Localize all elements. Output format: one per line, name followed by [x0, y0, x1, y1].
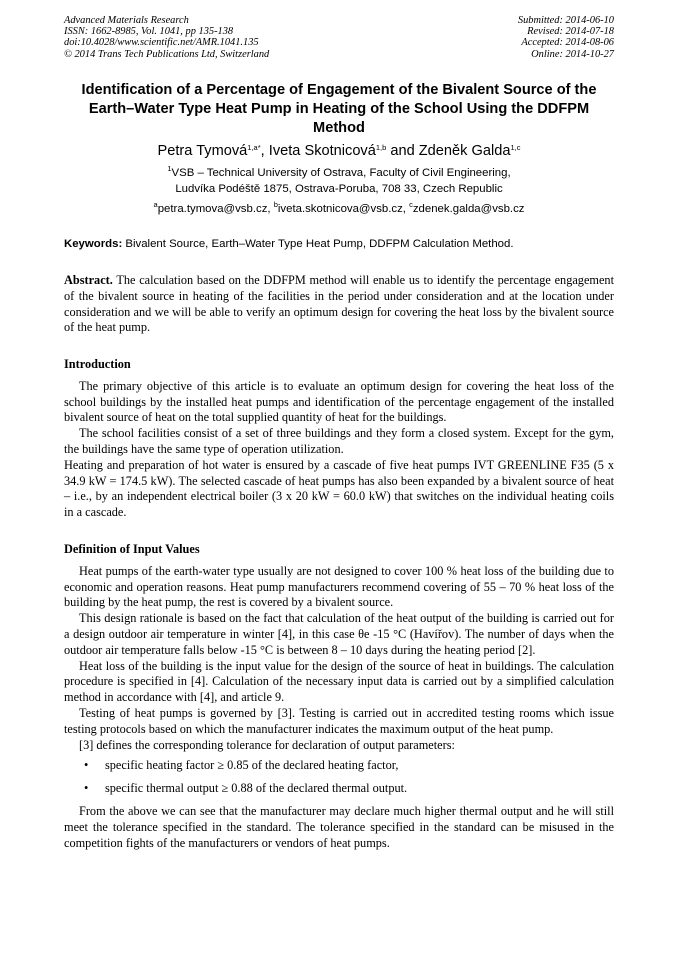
bullet-icon: • — [84, 781, 89, 796]
affiliation-line-1: VSB – Technical University of Ostrava, Faculty of Civil Engineering, — [171, 167, 511, 179]
date-accepted: Accepted: 2014-08-06 — [521, 37, 614, 49]
tolerance-list — [64, 758, 614, 797]
list-item — [64, 781, 614, 797]
paragraph: From the above we can see that the manufacturer may declare much higher thermal output and he will still meet the tolerance specified in the standard. The tolerance specified in the standard can be misused in the competition fights of the manufacturers or vendors of heat pumps. — [64, 803, 614, 850]
email-link[interactable]: iveta.skotnicova@vsb.cz, — [277, 203, 410, 215]
email-link[interactable]: petra.tymova@vsb.cz, — [157, 203, 274, 215]
email-marker: b — [273, 200, 278, 209]
author-list — [64, 142, 614, 160]
paragraph: This design rationale is based on the fact that calculation of the heat output of the building is carried out for a design outdoor air temperature in winter [4], in this case θe -15 °C (Havířov). The number of days when the outdoor air temperature falls below -15 °C is between 8 – 10 days during the heating period [2]. — [64, 611, 614, 657]
keywords-text: Bivalent Source, Earth–Water Type Heat Pump, DDFPM Calculation Method. — [122, 238, 514, 250]
introduction-section — [64, 357, 614, 521]
paragraph: Heat pumps of the earth-water type usually are not designed to cover 100 % heat loss of the building due to economic and operation reasons. Heat pump manufacturers recommend covering of 55 – 70 % heat loss of the building by the heat pump, the rest is covered by a bivalent source. — [64, 563, 614, 610]
email-marker: a — [153, 200, 158, 209]
section-heading: Definition of Input Values — [64, 542, 200, 556]
paragraph: [3] defines the corresponding tolerance for declaration of output parameters: — [79, 737, 455, 752]
date-submitted: Submitted: 2014-06-10 — [517, 15, 614, 26]
definition-section — [64, 542, 614, 851]
abstract-label: Abstract. — [64, 273, 113, 287]
bullet-icon: • — [84, 758, 89, 773]
paper-title: Identification of a Percentage of Engagement of the Bivalent Source of the Earth–Water Type Heat Pump in Heating of the School Using the DDFPM Method — [81, 82, 597, 136]
paragraph: Heating and preparation of hot water is ensured by a cascade of five heat pumps IVT GREENLINE F35 (5 x 34.9 kW = 174.5 kW). The selected cascade of heat pumps has also been expanded by a bivalent source of heat – i.e., by an independent electrical boiler (3 x 20 kW = 60.0 kW) that switches on the individual heating coils in a cascade. — [64, 457, 614, 520]
author-separator: , — [260, 143, 269, 159]
email-list — [64, 201, 614, 217]
abstract — [64, 273, 614, 336]
date-online: Online: 2014-10-27 — [531, 48, 614, 60]
paragraph: The school facilities consist of a set of three buildings and they form a closed system. Except for the gym, the buildings have the same type of operation utilization. — [64, 426, 614, 456]
journal-copyright: © 2014 Trans Tech Publications Ltd, Switzerland — [64, 48, 270, 60]
paragraph: The primary objective of this article is to evaluate an optimum design for covering the heat loss of the school buildings by the installed heat pumps and identification of the percentage engagement of the installed bivalent source of heat on the total supplied quantity of heat for the buildings. — [64, 378, 614, 425]
author-marker: 1,b — [375, 143, 387, 152]
journal-name: Advanced Materials Research — [64, 15, 189, 26]
date-revised: Revised: 2014-07-18 — [527, 26, 614, 38]
abstract-text: The calculation based on the DDFPM method will enable us to identify the percentage engagement of the bivalent source in heating of the facilities in the period under consideration and at the location under consideration and we will be able to verify an optimum design for covering the heat loss by the bivalent source of the heat pump. — [64, 273, 614, 335]
list-item-text: specific heating factor ≥ 0.85 of the declared heating factor, — [105, 758, 399, 773]
journal-info — [64, 15, 269, 60]
email-link[interactable]: zdenek.galda@vsb.cz — [412, 203, 525, 215]
submission-dates — [518, 15, 614, 60]
section-heading: Introduction — [64, 357, 131, 371]
list-item — [64, 758, 614, 774]
paragraph: Testing of heat pumps is governed by [3]. Testing is carried out in accredited testing rooms which issue testing protocols based on which the manufacturer indicates the maximum output of the heat pump. — [64, 705, 614, 736]
affiliation-line-2: Ludvíka Podéště 1875, Ostrava-Poruba, 708 33, Czech Republic — [175, 183, 503, 195]
author-separator: and — [386, 143, 419, 159]
author-marker: 1,c — [510, 143, 521, 152]
list-item-text: specific thermal output ≥ 0.88 of the declared thermal output. — [105, 781, 408, 796]
author-marker: 1,a* — [247, 143, 261, 152]
author-name: Iveta Skotnicová — [268, 143, 376, 159]
journal-doi: doi:10.4028/www.scientific.net/AMR.1041.135 — [64, 37, 259, 49]
keywords — [64, 236, 614, 252]
email-marker: c — [409, 200, 413, 209]
affiliation — [64, 165, 614, 197]
journal-issn: ISSN: 1662-8985, Vol. 1041, pp 135-138 — [64, 26, 234, 38]
paragraph: Heat loss of the building is the input value for the design of the source of heat in buildings. The calculation procedure is specified in [4]. Calculation of the necessary input data is carried out by a simplified calculation method in accordance with [4], and article 9. — [64, 658, 614, 705]
affiliation-marker: 1 — [167, 164, 172, 173]
keywords-label: Keywords: — [64, 238, 123, 250]
author-name: Petra Tymová — [157, 143, 248, 159]
author-name: Zdeněk Galda — [418, 143, 511, 159]
